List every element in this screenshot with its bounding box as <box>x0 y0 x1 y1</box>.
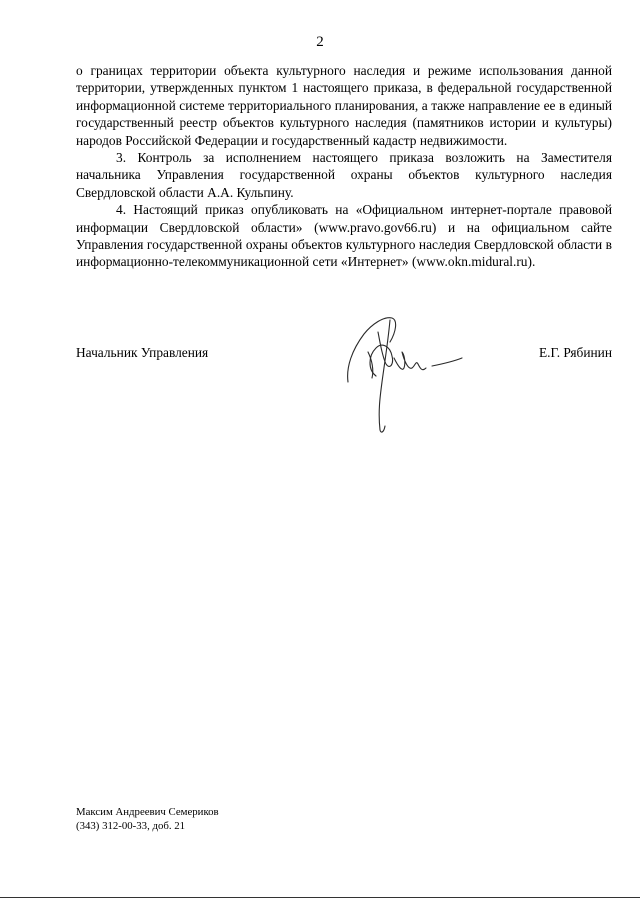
executor-info <box>76 806 376 833</box>
page-bottom-divider <box>0 897 640 898</box>
document-body <box>76 62 612 271</box>
handwritten-signature <box>338 312 468 437</box>
paragraph-item-3: 3. Контроль за исполнением настоящего приказа возложить на Заместителя начальника Управления государственной охраны объектов культурного наследия Свердловской области А.А. Кульпину. <box>76 150 612 200</box>
page-number: 2 <box>316 34 324 50</box>
executor-phone: (343) 312-00-33, доб. 21 <box>76 819 186 832</box>
paragraph-item-4: 4. Настоящий приказ опубликовать на «Официальном интернет-портале правовой информации Свердловской области» (www.pravo.gov66.ru) и на официальном сайте Управления государственной охраны объектов культурного наследия Свердловской области в информационно-телекоммуникационной сети «Интернет» (www.okn.midural.ru). <box>76 202 612 270</box>
paragraph-continuation: о границах территории объекта культурного наследия и режиме использования данной территории, утвержденных пунктом 1 настоящего приказа, в федеральной государственной информационной системе территориального планирования, а также направление ее в единый государственный реестр объектов культурного наследия (памятников истории и культуры) народов Российской Федерации и государственный кадастр недвижимости. <box>76 63 612 148</box>
signatory-title: Начальник Управления <box>76 345 209 360</box>
executor-name: Максим Андреевич Семериков <box>76 806 219 818</box>
signatory-name: Е.Г. Рябинин <box>538 345 612 360</box>
